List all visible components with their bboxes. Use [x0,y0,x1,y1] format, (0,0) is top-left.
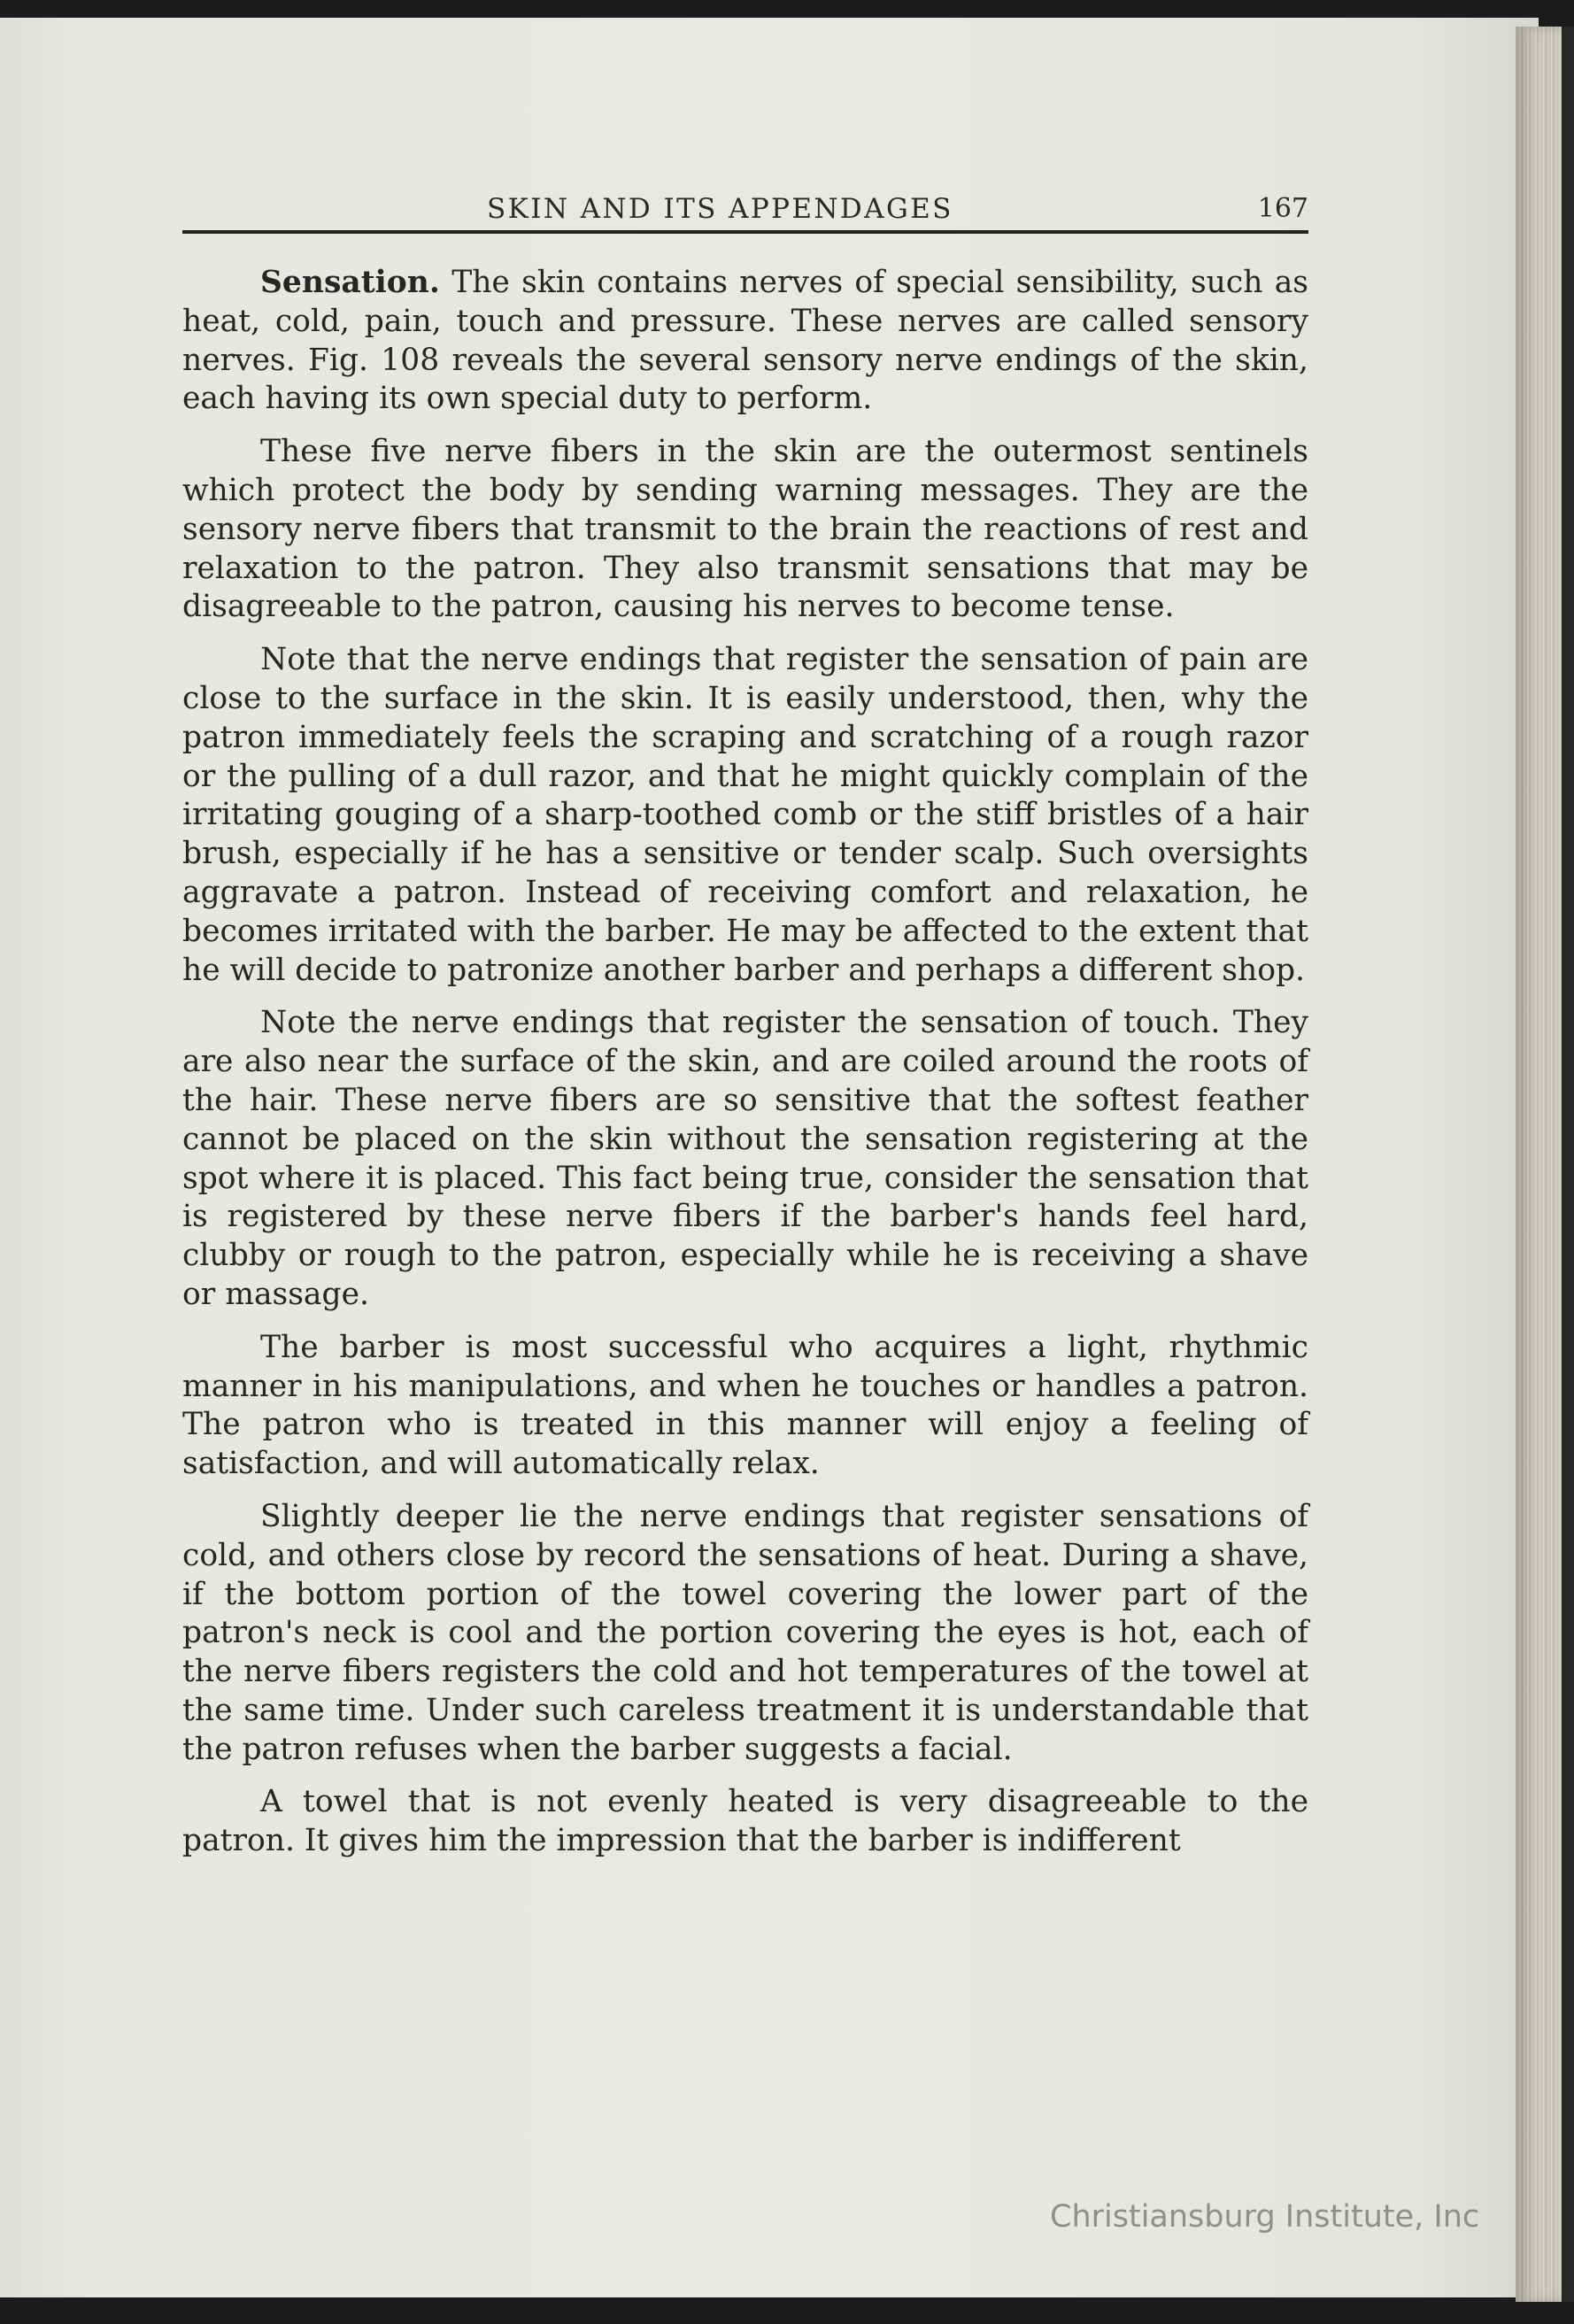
paragraph: Slightly deeper lie the nerve endings that register sensations of cold, and others close by record the sensations of heat. During a shave, if the bottom portion of the towel covering the lower part of the patron's neck is cool and the portion covering the eyes is hot, each of the nerve fibers registers the cold and hot temperatures of the towel at the same time. Under such careless treatment it is understandable that the patron refuses when the barber suggests a facial. [182,1498,1308,1767]
paragraph: Note the nerve endings that register the sensation of touch. They are also near the surface of the skin, and are coiled around the roots of the hair. These nerve fibers are so sensitive that the softest feather cannot be placed on the skin without the sensation registering at the spot where it is placed. This fact being true, consider the sensation that is registered by these nerve fibers if the barber's hands feel hard, clubby or rough to the patron, especially while he is receiving a shave or massage. [182,1005,1308,1312]
page-header [182,189,1308,234]
paragraph: These five nerve fibers in the skin are the outermost sentinels which protect the body by sending warning messages. They are the sensory nerve fibers that transmit to the brain the reactions of rest and relaxation to the patron. They also transmit sensations that may be disagreeable to the patron, causing his nerves to become tense. [182,434,1308,625]
running-head: SKIN AND ITS APPENDAGES [487,193,953,225]
page-edges [1516,27,1574,2302]
paragraph: Note that the nerve endings that register the sensation of pain are close to the surface in the skin. It is easily understood, then, why the patron immediately feels the scraping and scratching of a rough razor or the pulling of a dull razor, and that he might quickly complain of the irritating gouging of a sharp-toothed comb or the stiff bristles of a hair brush, especially if he has a sensitive or tender scalp. Such oversights aggravate a patron. Instead of receiving comfort and relaxation, he becomes irritated with the barber. He may be affected to the extent that he will decide to patronize another barber and perhaps a different shop. [182,642,1308,988]
paragraph: The barber is most successful who acquires a light, rhythmic manner in his manipulations, and when he touches or handles a patron. The patron who is treated in this manner will enjoy a feeling of satisfaction, and will automatically relax. [182,1329,1308,1482]
run-in-heading: Sensation. [260,265,440,300]
body-text [182,264,1308,1875]
paragraph-text: The skin contains nerves of special sensibility, such as heat, cold, pain, touch and pressure. These nerves are called sensory nerves. Fig. 108 reveals the several sensory nerve endings of the skin, each having its own special duty to perform. [182,265,1309,417]
paragraph: A towel that is not evenly heated is very disagreeable to the patron. It gives him the impression that the barber is indifferent [182,1784,1308,1859]
watermark: Christiansburg Institute, Inc [1050,2199,1480,2235]
page-number: 167 [1257,193,1308,224]
paragraph-sensation [182,264,1308,419]
